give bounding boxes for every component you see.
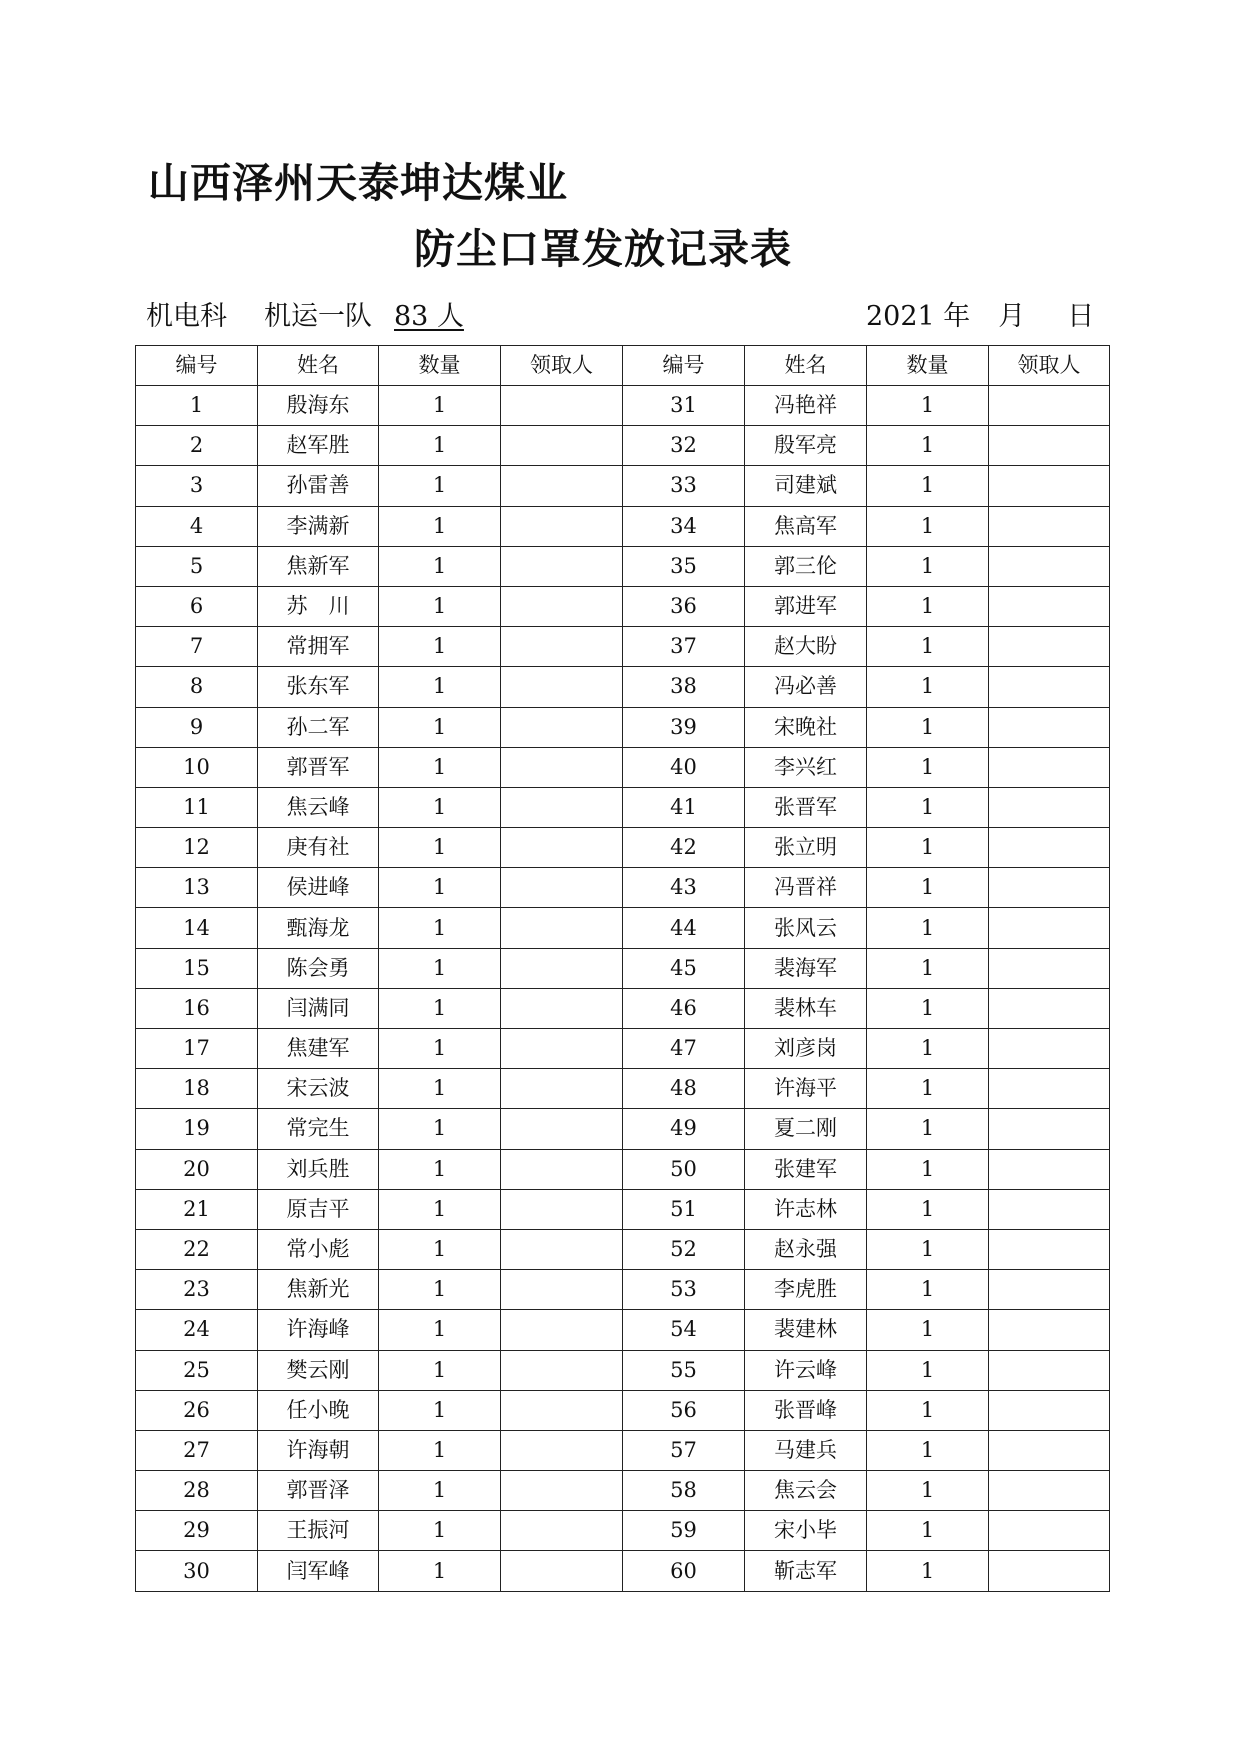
quantity-cell: 1	[379, 1149, 501, 1189]
recipient-cell	[501, 1270, 623, 1310]
recipient-cell	[501, 787, 623, 827]
recipient-cell	[501, 1471, 623, 1511]
recipient-cell	[501, 1189, 623, 1229]
number-cell: 53	[623, 1270, 745, 1310]
table-row	[136, 667, 1110, 707]
quantity-cell: 1	[379, 747, 501, 787]
name-cell: 庚有社	[258, 828, 379, 868]
recipient-cell	[501, 908, 623, 948]
number-cell: 43	[623, 868, 745, 908]
table-row	[136, 1430, 1110, 1470]
number-cell: 56	[623, 1390, 745, 1430]
quantity-cell: 1	[379, 948, 501, 988]
column-header: 领取人	[989, 346, 1110, 386]
quantity-cell: 1	[867, 1430, 989, 1470]
quantity-cell: 1	[867, 586, 989, 626]
table-row	[136, 828, 1110, 868]
recipient-cell	[989, 908, 1110, 948]
recipient-cell	[501, 627, 623, 667]
quantity-cell: 1	[867, 466, 989, 506]
headcount	[394, 294, 464, 333]
number-cell: 34	[623, 506, 745, 546]
quantity-cell: 1	[867, 546, 989, 586]
column-header: 姓名	[745, 346, 867, 386]
number-cell: 1	[136, 386, 258, 426]
number-cell: 58	[623, 1471, 745, 1511]
number-cell: 37	[623, 627, 745, 667]
table-row	[136, 948, 1110, 988]
name-cell: 孙雷善	[258, 466, 379, 506]
quantity-cell: 1	[379, 787, 501, 827]
number-cell: 36	[623, 586, 745, 626]
number-cell: 14	[136, 908, 258, 948]
quantity-cell: 1	[379, 667, 501, 707]
name-cell: 孙二军	[258, 707, 379, 747]
quantity-cell: 1	[867, 1471, 989, 1511]
table-row	[136, 1551, 1110, 1591]
number-cell: 3	[136, 466, 258, 506]
recipient-cell	[989, 466, 1110, 506]
recipient-cell	[501, 1069, 623, 1109]
name-cell: 夏二刚	[745, 1109, 867, 1149]
number-cell: 55	[623, 1350, 745, 1390]
quantity-cell: 1	[379, 1310, 501, 1350]
quantity-cell: 1	[867, 787, 989, 827]
name-cell: 殷海东	[258, 386, 379, 426]
recipient-cell	[989, 586, 1110, 626]
table-row	[136, 1390, 1110, 1430]
name-cell: 常完生	[258, 1109, 379, 1149]
table-row	[136, 627, 1110, 667]
date-line	[866, 294, 1094, 333]
number-cell: 26	[136, 1390, 258, 1430]
name-cell: 甄海龙	[258, 908, 379, 948]
quantity-cell: 1	[379, 868, 501, 908]
number-cell: 28	[136, 1471, 258, 1511]
quantity-cell: 1	[379, 1511, 501, 1551]
quantity-cell: 1	[867, 667, 989, 707]
quantity-cell: 1	[379, 1551, 501, 1591]
name-cell: 宋小毕	[745, 1511, 867, 1551]
recipient-cell	[989, 1029, 1110, 1069]
name-cell: 司建斌	[745, 466, 867, 506]
name-cell: 张东军	[258, 667, 379, 707]
number-cell: 47	[623, 1029, 745, 1069]
quantity-cell: 1	[867, 1551, 989, 1591]
quantity-cell: 1	[379, 426, 501, 466]
table-header-row	[136, 346, 1110, 386]
quantity-cell: 1	[379, 908, 501, 948]
number-cell: 29	[136, 1511, 258, 1551]
name-cell: 张立明	[745, 828, 867, 868]
table-row	[136, 1229, 1110, 1269]
name-cell: 闫满同	[258, 988, 379, 1028]
name-cell: 李兴红	[745, 747, 867, 787]
column-header: 领取人	[501, 346, 623, 386]
recipient-cell	[989, 828, 1110, 868]
name-cell: 张建军	[745, 1149, 867, 1189]
table-row	[136, 1109, 1110, 1149]
quantity-cell: 1	[379, 466, 501, 506]
recipient-cell	[989, 707, 1110, 747]
column-header: 编号	[623, 346, 745, 386]
number-cell: 13	[136, 868, 258, 908]
recipient-cell	[501, 1029, 623, 1069]
number-cell: 11	[136, 787, 258, 827]
name-cell: 裴海军	[745, 948, 867, 988]
quantity-cell: 1	[867, 707, 989, 747]
recipient-cell	[989, 1350, 1110, 1390]
column-header: 编号	[136, 346, 258, 386]
name-cell: 原吉平	[258, 1189, 379, 1229]
year-label: 2021 年	[866, 301, 971, 332]
recipient-cell	[989, 1430, 1110, 1470]
recipient-cell	[501, 747, 623, 787]
number-cell: 42	[623, 828, 745, 868]
table-row	[136, 466, 1110, 506]
recipient-cell	[501, 386, 623, 426]
recipient-cell	[989, 1390, 1110, 1430]
column-header: 姓名	[258, 346, 379, 386]
record-table	[135, 345, 1110, 1592]
number-cell: 10	[136, 747, 258, 787]
number-cell: 21	[136, 1189, 258, 1229]
table-row	[136, 1511, 1110, 1551]
number-cell: 50	[623, 1149, 745, 1189]
number-cell: 25	[136, 1350, 258, 1390]
recipient-cell	[501, 1551, 623, 1591]
number-cell: 39	[623, 707, 745, 747]
recipient-cell	[501, 586, 623, 626]
table-row	[136, 586, 1110, 626]
recipient-cell	[501, 1229, 623, 1269]
quantity-cell: 1	[867, 908, 989, 948]
number-cell: 9	[136, 707, 258, 747]
team-label: 机运一队	[264, 301, 372, 332]
quantity-cell: 1	[379, 1069, 501, 1109]
table-row	[136, 868, 1110, 908]
quantity-cell: 1	[867, 1029, 989, 1069]
quantity-cell: 1	[867, 426, 989, 466]
number-cell: 19	[136, 1109, 258, 1149]
quantity-cell: 1	[379, 988, 501, 1028]
quantity-cell: 1	[867, 828, 989, 868]
name-cell: 裴林车	[745, 988, 867, 1028]
name-cell: 任小晚	[258, 1390, 379, 1430]
name-cell: 郭晋军	[258, 747, 379, 787]
quantity-cell: 1	[379, 1229, 501, 1269]
table-row	[136, 1189, 1110, 1229]
recipient-cell	[989, 1310, 1110, 1350]
number-cell: 8	[136, 667, 258, 707]
number-cell: 48	[623, 1069, 745, 1109]
name-cell: 郭进军	[745, 586, 867, 626]
number-cell: 31	[623, 386, 745, 426]
recipient-cell	[989, 426, 1110, 466]
quantity-cell: 1	[867, 627, 989, 667]
table-row	[136, 1350, 1110, 1390]
recipient-cell	[501, 828, 623, 868]
quantity-cell: 1	[867, 1229, 989, 1269]
quantity-cell: 1	[379, 828, 501, 868]
table-row	[136, 546, 1110, 586]
name-cell: 李满新	[258, 506, 379, 546]
recipient-cell	[989, 1189, 1110, 1229]
recipient-cell	[989, 948, 1110, 988]
number-cell: 27	[136, 1430, 258, 1470]
recipient-cell	[501, 506, 623, 546]
recipient-cell	[989, 1229, 1110, 1269]
name-cell: 赵大盼	[745, 627, 867, 667]
name-cell: 郭晋泽	[258, 1471, 379, 1511]
number-cell: 22	[136, 1229, 258, 1269]
table-row	[136, 1270, 1110, 1310]
recipient-cell	[501, 546, 623, 586]
recipient-cell	[501, 948, 623, 988]
quantity-cell: 1	[867, 1310, 989, 1350]
column-header: 数量	[867, 346, 989, 386]
company-title: 山西泽州天泰坤达煤业	[148, 159, 568, 207]
number-cell: 4	[136, 506, 258, 546]
number-cell: 17	[136, 1029, 258, 1069]
table-row	[136, 1310, 1110, 1350]
recipient-cell	[989, 627, 1110, 667]
recipient-cell	[501, 1511, 623, 1551]
column-header: 数量	[379, 346, 501, 386]
recipient-cell	[501, 426, 623, 466]
recipient-cell	[989, 506, 1110, 546]
quantity-cell: 1	[379, 586, 501, 626]
name-cell: 冯晋祥	[745, 868, 867, 908]
name-cell: 许志林	[745, 1189, 867, 1229]
number-cell: 49	[623, 1109, 745, 1149]
recipient-cell	[989, 1551, 1110, 1591]
form-title: 防尘口罩发放记录表	[414, 225, 792, 273]
quantity-cell: 1	[867, 1189, 989, 1229]
name-cell: 焦新光	[258, 1270, 379, 1310]
recipient-cell	[989, 868, 1110, 908]
name-cell: 刘彦岗	[745, 1029, 867, 1069]
name-cell: 焦云会	[745, 1471, 867, 1511]
name-cell: 许海平	[745, 1069, 867, 1109]
table-row	[136, 707, 1110, 747]
recipient-cell	[989, 386, 1110, 426]
number-cell: 46	[623, 988, 745, 1028]
recipient-cell	[501, 707, 623, 747]
recipient-cell	[989, 988, 1110, 1028]
recipient-cell	[989, 787, 1110, 827]
name-cell: 侯进峰	[258, 868, 379, 908]
quantity-cell: 1	[379, 1350, 501, 1390]
recipient-cell	[989, 1069, 1110, 1109]
table-row	[136, 386, 1110, 426]
quantity-cell: 1	[379, 1109, 501, 1149]
table-row	[136, 747, 1110, 787]
name-cell: 裴建林	[745, 1310, 867, 1350]
quantity-cell: 1	[867, 1149, 989, 1189]
quantity-cell: 1	[867, 1350, 989, 1390]
name-cell: 陈会勇	[258, 948, 379, 988]
table-row	[136, 908, 1110, 948]
quantity-cell: 1	[867, 948, 989, 988]
recipient-cell	[989, 667, 1110, 707]
quantity-cell: 1	[379, 1471, 501, 1511]
recipient-cell	[501, 1350, 623, 1390]
name-cell: 焦建军	[258, 1029, 379, 1069]
quantity-cell: 1	[867, 1511, 989, 1551]
recipient-cell	[989, 747, 1110, 787]
recipient-cell	[501, 1430, 623, 1470]
number-cell: 7	[136, 627, 258, 667]
quantity-cell: 1	[379, 1189, 501, 1229]
number-cell: 57	[623, 1430, 745, 1470]
number-cell: 18	[136, 1069, 258, 1109]
name-cell: 冯必善	[745, 667, 867, 707]
quantity-cell: 1	[379, 1390, 501, 1430]
number-cell: 16	[136, 988, 258, 1028]
name-cell: 宋晚社	[745, 707, 867, 747]
name-cell: 许海峰	[258, 1310, 379, 1350]
number-cell: 38	[623, 667, 745, 707]
number-cell: 12	[136, 828, 258, 868]
quantity-cell: 1	[867, 988, 989, 1028]
number-cell: 20	[136, 1149, 258, 1189]
recipient-cell	[501, 1390, 623, 1430]
recipient-cell	[501, 1109, 623, 1149]
name-cell: 焦新军	[258, 546, 379, 586]
recipient-cell	[501, 868, 623, 908]
day-label: 日	[1067, 301, 1095, 332]
recipient-cell	[989, 546, 1110, 586]
table-row	[136, 1149, 1110, 1189]
number-cell: 44	[623, 908, 745, 948]
number-cell: 24	[136, 1310, 258, 1350]
name-cell: 张晋峰	[745, 1390, 867, 1430]
number-cell: 6	[136, 586, 258, 626]
number-cell: 5	[136, 546, 258, 586]
recipient-cell	[501, 1149, 623, 1189]
table-row	[136, 1069, 1110, 1109]
quantity-cell: 1	[867, 506, 989, 546]
table-row	[136, 988, 1110, 1028]
number-cell: 2	[136, 426, 258, 466]
recipient-cell	[501, 667, 623, 707]
name-cell: 常小彪	[258, 1229, 379, 1269]
recipient-cell	[989, 1109, 1110, 1149]
name-cell: 殷军亮	[745, 426, 867, 466]
name-cell: 冯艳祥	[745, 386, 867, 426]
quantity-cell: 1	[867, 1270, 989, 1310]
name-cell: 马建兵	[745, 1430, 867, 1470]
quantity-cell: 1	[867, 1109, 989, 1149]
number-cell: 30	[136, 1551, 258, 1591]
number-cell: 33	[623, 466, 745, 506]
table-row	[136, 506, 1110, 546]
name-cell: 闫军峰	[258, 1551, 379, 1591]
quantity-cell: 1	[379, 1029, 501, 1069]
quantity-cell: 1	[379, 386, 501, 426]
number-cell: 35	[623, 546, 745, 586]
name-cell: 赵永强	[745, 1229, 867, 1269]
number-cell: 52	[623, 1229, 745, 1269]
name-cell: 苏 川	[258, 586, 379, 626]
recipient-cell	[989, 1511, 1110, 1551]
name-cell: 焦云峰	[258, 787, 379, 827]
quantity-cell: 1	[379, 627, 501, 667]
name-cell: 李虎胜	[745, 1270, 867, 1310]
quantity-cell: 1	[867, 747, 989, 787]
department-label: 机电科	[146, 301, 227, 332]
number-cell: 60	[623, 1551, 745, 1591]
name-cell: 常拥军	[258, 627, 379, 667]
quantity-cell: 1	[379, 1270, 501, 1310]
name-cell: 王振河	[258, 1511, 379, 1551]
number-cell: 23	[136, 1270, 258, 1310]
name-cell: 靳志军	[745, 1551, 867, 1591]
recipient-cell	[989, 1471, 1110, 1511]
name-cell: 焦高军	[745, 506, 867, 546]
number-cell: 40	[623, 747, 745, 787]
name-cell: 宋云波	[258, 1069, 379, 1109]
table-row	[136, 1471, 1110, 1511]
number-cell: 45	[623, 948, 745, 988]
quantity-cell: 1	[379, 546, 501, 586]
quantity-cell: 1	[867, 868, 989, 908]
name-cell: 樊云刚	[258, 1350, 379, 1390]
number-cell: 59	[623, 1511, 745, 1551]
recipient-cell	[501, 466, 623, 506]
quantity-cell: 1	[379, 1430, 501, 1470]
quantity-cell: 1	[379, 506, 501, 546]
month-label: 月	[998, 301, 1026, 332]
table-row	[136, 787, 1110, 827]
name-cell: 赵军胜	[258, 426, 379, 466]
recipient-cell	[501, 988, 623, 1028]
recipient-cell	[989, 1270, 1110, 1310]
quantity-cell: 1	[379, 707, 501, 747]
name-cell: 郭三伦	[745, 546, 867, 586]
quantity-cell: 1	[867, 1390, 989, 1430]
name-cell: 许云峰	[745, 1350, 867, 1390]
table-row	[136, 426, 1110, 466]
number-cell: 54	[623, 1310, 745, 1350]
name-cell: 许海朝	[258, 1430, 379, 1470]
name-cell: 刘兵胜	[258, 1149, 379, 1189]
headcount-value: 83 人	[394, 301, 464, 332]
number-cell: 32	[623, 426, 745, 466]
name-cell: 张风云	[745, 908, 867, 948]
number-cell: 51	[623, 1189, 745, 1229]
recipient-cell	[501, 1310, 623, 1350]
number-cell: 41	[623, 787, 745, 827]
quantity-cell: 1	[867, 1069, 989, 1109]
quantity-cell: 1	[867, 386, 989, 426]
number-cell: 15	[136, 948, 258, 988]
table-row	[136, 1029, 1110, 1069]
name-cell: 张晋军	[745, 787, 867, 827]
recipient-cell	[989, 1149, 1110, 1189]
